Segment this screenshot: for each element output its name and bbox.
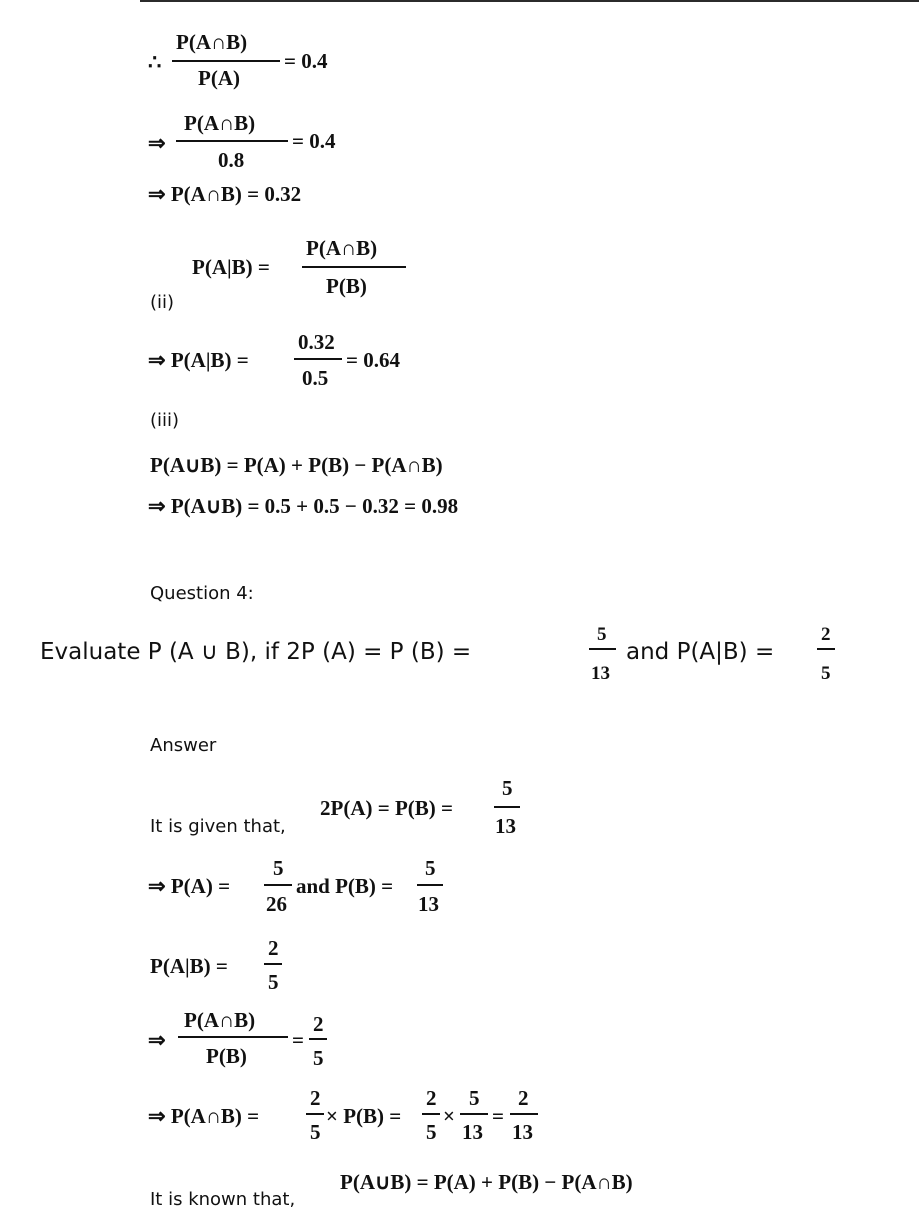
equation-3: ⇒ P(A∩B) = 0.32 (148, 182, 302, 206)
q-frac1-bar (589, 648, 616, 650)
ratio-arrow: ⇒ (148, 1028, 166, 1052)
s-n4: 2 (518, 1086, 529, 1110)
p3-line2: ⇒ P(A∪B) = 0.5 + 0.5 − 0.32 = 0.98 (148, 494, 459, 518)
ratio-bar2 (309, 1038, 327, 1040)
s-n1: 2 (310, 1086, 321, 1110)
question-mid: and P(A|B) = (626, 639, 775, 665)
known-label: It is known that, (150, 1189, 296, 1210)
s-d4: 13 (512, 1120, 533, 1144)
p2-lhs2: ⇒ P(A|B) = (148, 348, 249, 372)
s-bar1 (306, 1113, 324, 1115)
ratio-num2: 2 (313, 1012, 324, 1036)
pb-num: 5 (425, 856, 436, 880)
part-iii-label: (iii) (150, 410, 180, 431)
answer-heading: Answer (150, 735, 217, 756)
given-den: 13 (495, 814, 516, 838)
eq1-denominator: P(A) (198, 66, 240, 90)
q-frac1-den: 13 (591, 663, 610, 684)
eq2-numerator: P(A∩B) (184, 111, 256, 135)
s-bar2 (422, 1113, 440, 1115)
pb-bar (417, 884, 443, 886)
p2-numerator: P(A∩B) (306, 236, 378, 260)
part-ii-label: (ii) (150, 292, 175, 313)
pab-num: 2 (268, 936, 279, 960)
s-d3: 13 (462, 1120, 483, 1144)
question-main: Evaluate P (A ∪ B), if 2P (A) = P (B) = (40, 639, 472, 665)
known-eq: P(A∪B) = P(A) + P(B) − P(A∩B) (340, 1170, 633, 1194)
p2-fraction-bar (302, 266, 406, 268)
question-heading: Question 4: (150, 583, 254, 604)
p3-line1: P(A∪B) = P(A) + P(B) − P(A∩B) (150, 453, 443, 477)
pb-lhs: and P(B) = (296, 874, 394, 898)
eq2-arrow: ⇒ (148, 131, 166, 155)
given-label: It is given that, (150, 816, 286, 837)
pab-bar (264, 963, 282, 965)
p2-denominator2: 0.5 (302, 366, 329, 390)
s-n3: 5 (469, 1086, 480, 1110)
s-times: × (443, 1104, 455, 1128)
pa-num: 5 (273, 856, 284, 880)
p2-numerator2: 0.32 (298, 330, 335, 354)
ratio-num: P(A∩B) (184, 1008, 256, 1032)
p2-denominator: P(B) (326, 274, 367, 298)
given-bar (494, 806, 520, 808)
eq2-denominator: 0.8 (218, 148, 245, 172)
ratio-den2: 5 (313, 1046, 324, 1070)
eq1-numerator: P(A∩B) (176, 30, 248, 54)
q-frac2-bar (817, 648, 835, 650)
s-d1: 5 (310, 1120, 321, 1144)
eq1-rhs: = 0.4 (284, 49, 328, 73)
given-num: 5 (502, 776, 513, 800)
eq2-fraction-bar (176, 140, 288, 142)
top-rule (140, 0, 919, 2)
pa-bar (264, 884, 292, 886)
pb-den: 13 (418, 892, 439, 916)
eq1-fraction-bar (172, 60, 280, 62)
given-lhs: 2P(A) = P(B) = (320, 796, 453, 820)
q-frac2-den: 5 (821, 663, 831, 684)
therefore-symbol: ∴ (148, 50, 162, 74)
s-bar3 (460, 1113, 488, 1115)
pab-den: 5 (268, 970, 279, 994)
s-d2: 5 (426, 1120, 437, 1144)
q-frac1-num: 5 (597, 624, 607, 645)
s-lhs: ⇒ P(A∩B) = (148, 1104, 260, 1128)
ratio-eq: = (292, 1028, 304, 1052)
pa-den: 26 (266, 892, 287, 916)
pa-lhs: ⇒ P(A) = (148, 874, 231, 898)
s-n2: 2 (426, 1086, 437, 1110)
ratio-den: P(B) (206, 1044, 247, 1068)
s-mid: × P(B) = (326, 1104, 402, 1128)
q-frac2-num: 2 (821, 624, 831, 645)
p2-lhs: P(A|B) = (192, 255, 270, 279)
eq2-rhs: = 0.4 (292, 129, 336, 153)
p2-rhs2: = 0.64 (346, 348, 400, 372)
pab-lhs: P(A|B) = (150, 954, 228, 978)
s-bar4 (510, 1113, 538, 1115)
s-eq: = (492, 1104, 504, 1128)
p2-fraction-bar2 (294, 358, 342, 360)
ratio-bar (178, 1036, 288, 1038)
